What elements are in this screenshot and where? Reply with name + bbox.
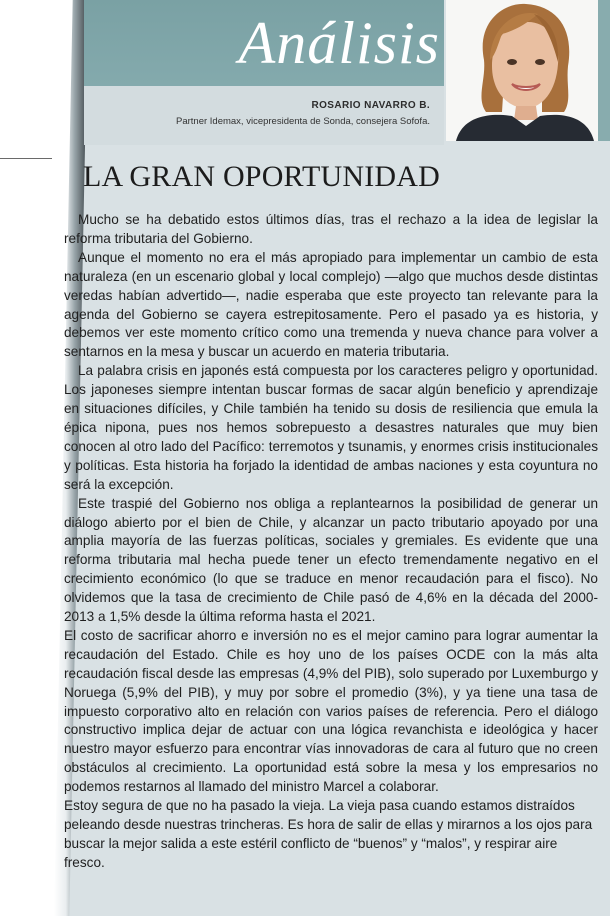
header-edge-band bbox=[598, 0, 610, 141]
article-body bbox=[64, 211, 598, 873]
article-headline: LA GRAN OPORTUNIDAD bbox=[83, 160, 441, 193]
author-name: ROSARIO NAVARRO B. bbox=[311, 100, 430, 111]
article-paragraph: La palabra crisis en japonés está compuesta por los caracteres peligro y oportunidad. Los japoneses siempre intentan buscar formas de sacar algún beneficio y aprendizaje en situaciones difíciles, y Chile también ha tenido su dosis de resiliencia que emula la épica nipona, pues nos hemos sobrepuesto a desastres naturales que muy bien conocen al otro lado del Pacífico: terremotos y tsunamis, y enormes crisis institucionales y políticas. Esta historia ha forjado la identidad de ambas naciones y esta coyuntura no será la excepción. bbox=[64, 363, 598, 492]
author-role: Partner Idemax, vicepresidenta de Sonda, consejera Sofofa. bbox=[175, 116, 430, 127]
author-photo bbox=[446, 0, 598, 141]
article-paragraph: Mucho se ha debatido estos últimos días, tras el rechazo a la idea de legislar la reforma tributaria del Gobierno. bbox=[64, 212, 598, 246]
page-margin bbox=[0, 0, 66, 916]
author-portrait-icon bbox=[446, 0, 598, 141]
article-paragraph: Este traspié del Gobierno nos obliga a replantearnos la posibilidad de generar un diálogo abierto por el bien de Chile, y alcanzar un pacto tributario apoyado por una amplia mayoría de las fuerzas políticas, sociales y gremiales. Es evidente que una reforma tributaria mal hecha puede tener un efecto tremendamente negativo en el crecimiento económico (lo que se traduce en menor recaudación para el fisco). No olvidemos que la tasa de crecimiento de Chile pasó de 4,6% en la década del 2000-2013 a 1,5% desde la última reforma hasta el 2021. bbox=[64, 495, 598, 625]
section-title: Análisis bbox=[238, 10, 440, 76]
margin-divider bbox=[0, 158, 52, 159]
article-paragraph: El costo de sacrificar ahorro e inversión no es el mejor camino para lograr aumentar la recaudación del Estado. Chile es hoy uno de los países OCDE con la más alta recaudación fiscal desde las empresas (4,9% del PIB), solo superado por Luxemburgo y Noruega (5,9% del PIB), y muy por sobre el promedio (3%), y ya tiene una tasa de impuesto corporativo alto en relación con varios países de referencia. Pero el diálogo constructivo implica dejar de actuar con una lógica revanchista e ideológica y hacer nuestro mayor esfuerzo para encontrar vías innovadoras de cara al futuro que no creen obstáculos al crecimiento. La oportunidad está sobre la mesa y los empresarios no podemos restarnos al llamado del ministro Marcel a colaborar. bbox=[64, 627, 598, 795]
article-paragraph: Aunque el momento no era el más apropiado para implementar un cambio de esta naturaleza (en un escenario global y local complejo) —algo que muchos desde distintas veredas habían advertido—, nadie esperaba que este proyecto tan relevante para la agenda del Gobierno se cayera estrepitosamente. Pero el pasado ya es historia, y debemos ver este momento crítico como una tremenda y nueva chance para volver a sentarnos en la mesa y buscar un acuerdo en materia tributaria. bbox=[64, 249, 598, 360]
article-paragraph: Estoy segura de que no ha pasado la vieja. La vieja pasa cuando estamos distraídos peleando desde nuestras trincheras. Es hora de salir de ellas y mirarnos a los ojos para buscar la mejor salida a este estéril conflicto de “buenos” y “malos”, y respirar aire fresco. bbox=[64, 798, 593, 870]
